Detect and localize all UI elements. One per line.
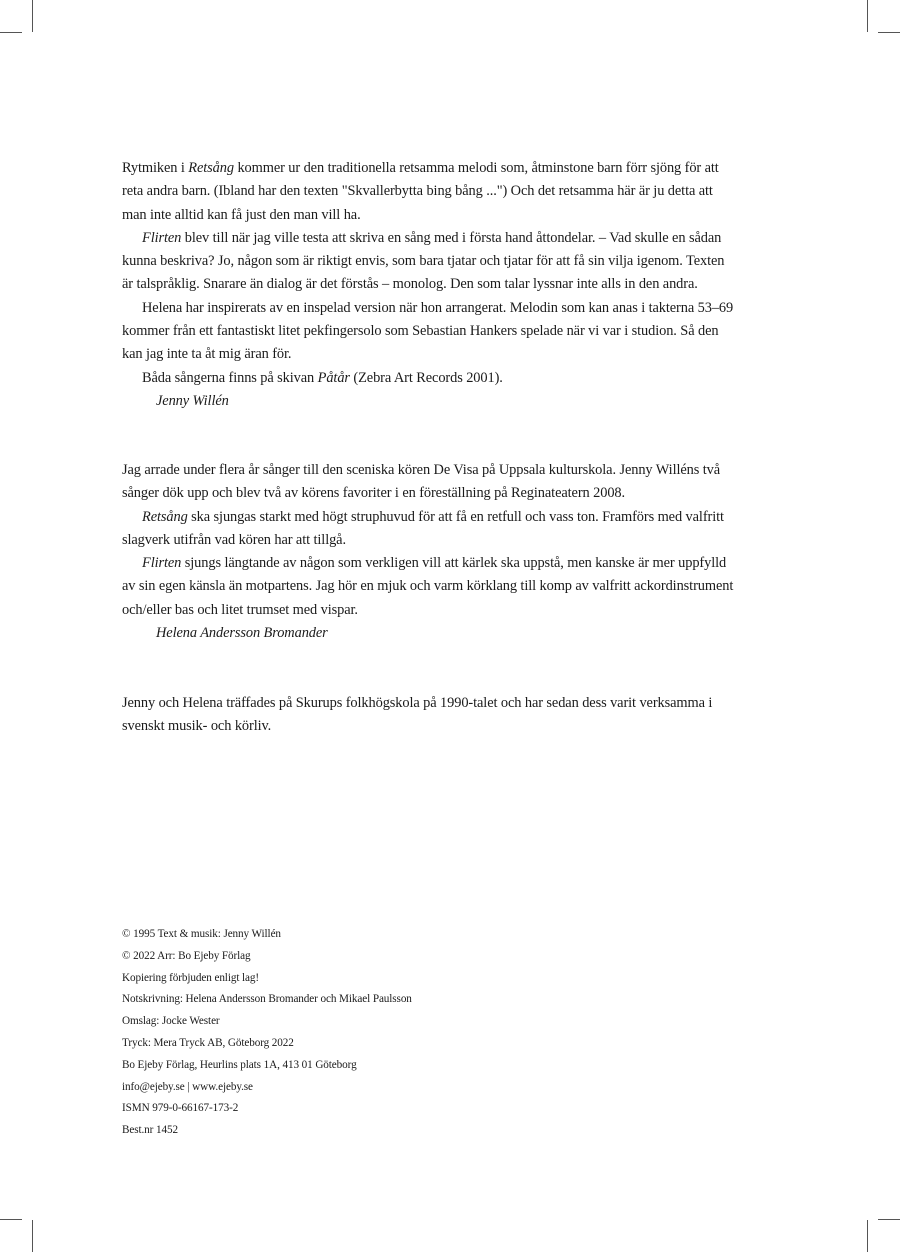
song-title-retsang: Retsång [142,508,188,525]
arranger-paragraph-1: Jag arrade under flera år sånger till den sceniska kören De Visa på Uppsala kulturskola. Jenny Willéns två sånger dök upp och blev två av körens favoriter i en föreställning på Reginateatern 2008. [122,462,721,502]
composer-signature: Jenny Willén [156,392,229,409]
bio-note [122,692,734,739]
crop-mark-top-left-vertical [32,0,33,32]
arranger-signature: Helena Andersson Bromander [156,625,328,642]
imprint [122,924,622,1142]
imprint-line: Notskrivning: Helena Andersson Bromander och Mikael Paulsson [122,993,412,1006]
song-title-retsang: Retsång [188,160,234,176]
crop-mark-bottom-left-horizontal [0,1219,22,1220]
crop-mark-top-left-horizontal [0,32,22,33]
arranger-note [122,459,734,645]
crop-mark-bottom-right-horizontal [878,1219,900,1220]
crop-mark-top-right-horizontal [878,32,900,33]
album-title: Påtår [317,369,350,386]
crop-mark-bottom-right-vertical [867,1220,868,1252]
imprint-line: © 1995 Text & musik: Jenny Willén [122,928,281,940]
imprint-line: Tryck: Mera Tryck AB, Göteborg 2022 [122,1036,294,1049]
song-title-flirten: Flirten [142,229,182,246]
composer-paragraph-2: Flirten blev till när jag ville testa att skriva en sång med i första hand åttondelar. – Vad skulle en sådan kunna beskriva? Jo, någon som är riktigt envis, som bara tjatar och tjatar för att få sin vilja igenom. Texten är talspråklig. Snarare än dialog är det förstås – monolog. Den som talar lyssnar inte alls in den andra. [122,229,725,293]
imprint-line: Omslag: Jocke Wester [122,1015,220,1028]
arranger-paragraph-3: Flirten sjungs längtande av någon som verkligen vill att kärlek ska uppstå, men kanske är mer uppfylld av sin egen känsla än motpartens. Jag hör en mjuk och varm körklang till komp av valfritt ackordinstrument och/eller bas och litet trumset med vispar. [122,555,734,618]
imprint-contact: info@ejeby.se | www.ejeby.se [122,1080,253,1093]
composer-paragraph-1: Rytmiken i Retsång kommer ur den traditionella retsamma melodi som, åtminstone barn förr sjöng för att reta andra barn. (Ibland har den texten "Skvallerbytta bing bång ...") Och det retsamma här är ju detta att man inte alltid kan få just den man vill ha. [122,160,719,223]
imprint-isbn: ISMN 979-0-66167-173-2 [122,1102,239,1115]
bio-paragraph: Jenny och Helena träffades på Skurups folkhögskola på 1990-talet och har sedan dess varit verksamma i svenskt musik- och körliv. [122,695,713,735]
imprint-order-number: Best.nr 1452 [122,1124,178,1137]
composer-note [122,157,734,413]
composer-paragraph-4: Båda sångerna finns på skivan Påtår (Zebra Art Records 2001). [142,369,503,386]
imprint-line: © 2022 Arr: Bo Ejeby Förlag [122,949,251,962]
imprint-line: Bo Ejeby Förlag, Heurlins plats 1A, 413 01 Göteborg [122,1058,357,1071]
arranger-paragraph-2: Retsång ska sjungas starkt med högt struphuvud för att få en retfull och vass ton. Framförs med valfritt slagverk utifrån vad kören har att tillgå. [122,508,724,548]
song-title-flirten: Flirten [142,555,182,572]
crop-mark-top-right-vertical [867,0,868,32]
composer-paragraph-3: Helena har inspirerats av en inspelad version när hon arrangerat. Melodin som kan anas i takterna 53–69 kommer från ett fantastiskt litet pekfingersolo som Sebastian Hankers spelade när vi var i studion. Så den kan jag inte ta åt mig äran för. [122,299,734,363]
imprint-line: Kopiering förbjuden enligt lag! [122,971,260,984]
crop-mark-bottom-left-vertical [32,1220,33,1252]
